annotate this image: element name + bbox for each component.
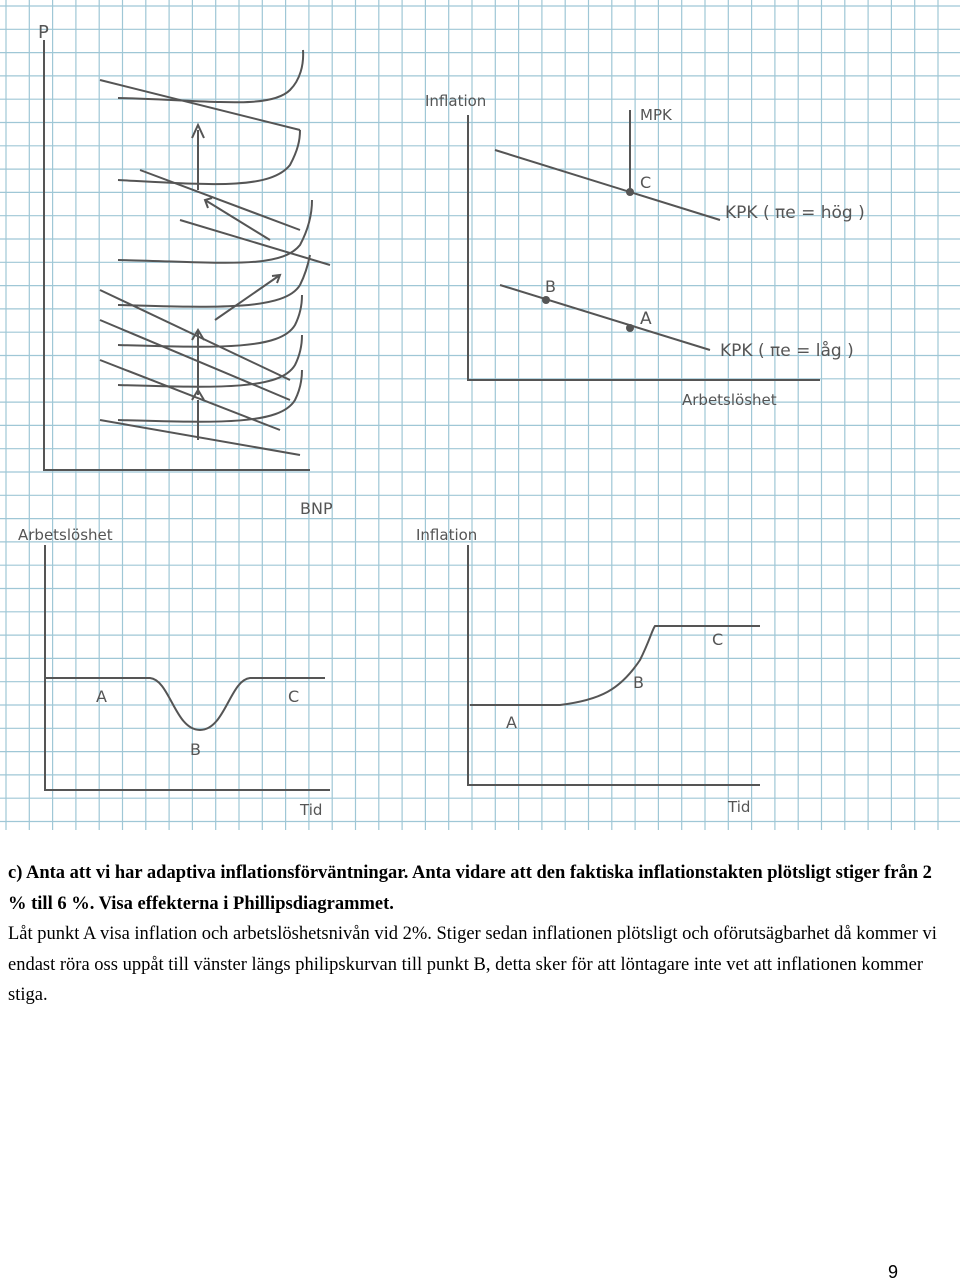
point-label-a1: A — [640, 309, 652, 329]
axis-label-arbetsloshet-1: Arbetslöshet — [682, 391, 777, 409]
point-label-a3: A — [506, 713, 517, 732]
page-number: 9 — [887, 1262, 898, 1282]
point-label-c1: C — [640, 173, 652, 192]
axis-label-p: P — [38, 22, 49, 43]
axis-label-tid-1: Tid — [300, 801, 323, 819]
point-label-b1: B — [545, 277, 556, 296]
phillips-diagram — [468, 110, 820, 380]
inflation-time-diagram — [468, 545, 760, 785]
point-label-c3: C — [712, 630, 724, 649]
answer-text — [8, 858, 953, 1011]
axis-label-tid-2: Tid — [728, 798, 751, 816]
label-kpk-high: KPK ( πe = hög ) — [725, 203, 865, 223]
axis-label-inflation-1: Inflation — [425, 92, 487, 110]
point-label-a2: A — [96, 687, 107, 706]
axis-label-arbetsloshet-2: Arbetslöshet — [18, 526, 113, 544]
question-text: c) Anta att vi har adaptiva inflationsförväntningar. Anta vidare att den faktiska inflationstakten plötsligt stiger från 2 % till 6 %. Visa effekterna i Phillipsdiagrammet. — [8, 863, 932, 914]
kpk-high-line — [495, 150, 720, 220]
answer-paragraph: Låt punkt A visa inflation och arbetslöshetsnivån vid 2%. Stiger sedan inflationen plötsligt och oförutsägbarhet då kommer vi endast röra oss uppåt till vänster längs philipskurvan till punkt B, detta sker för att löntagare inte vet att inflationen kommer stiga. — [8, 924, 937, 1005]
point-label-b2: B — [190, 740, 201, 759]
label-kpk-low: KPK ( πe = låg ) — [720, 341, 854, 361]
point-c-marker — [626, 188, 634, 196]
point-label-b3: B — [633, 673, 644, 692]
kpk-low-line — [500, 285, 710, 350]
point-a-marker — [626, 324, 634, 332]
axis-label-bnp: BNP — [300, 499, 333, 518]
ad-as-diagram — [44, 40, 330, 470]
unemployment-time-diagram — [45, 545, 330, 790]
point-label-c2: C — [288, 687, 300, 706]
label-mpk: MPK — [640, 106, 672, 124]
p-axis — [44, 40, 310, 470]
axis-label-inflation-2: Inflation — [416, 526, 478, 544]
point-b-marker — [542, 296, 550, 304]
